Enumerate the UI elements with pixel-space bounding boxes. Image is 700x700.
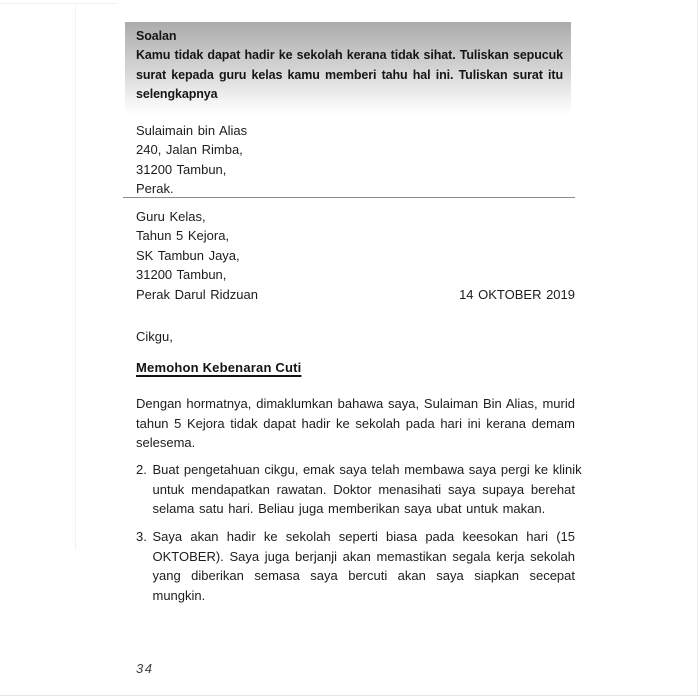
sender-name: Sulaimain bin Alias — [136, 123, 248, 138]
sender-address — [136, 121, 247, 199]
subject-line: Memohon Kebenaran Cuti — [136, 360, 302, 375]
paragraph-2-number: 2. — [136, 462, 147, 477]
paragraph-2-line: untuk mendapatkan rawatan. Doktor menasihati saya supaya berehat — [152, 481, 575, 497]
divider-line — [123, 197, 575, 198]
page-left-edge-hairline — [75, 5, 76, 550]
paragraph-1-line: tahun 5 Kejora tidak dapat hadir ke sekolah pada hari ini kerana demam — [136, 415, 575, 431]
paragraph-3 — [136, 527, 575, 605]
question-text-line: surat kepada guru kelas kamu memberi tahu hal ini. Tuliskan surat itu — [136, 67, 563, 82]
paragraph-3-number: 3. — [136, 529, 147, 544]
question-box — [125, 22, 571, 115]
paragraph-3-line: Saya akan hadir ke sekolah seperti biasa pada keesokan hari (15 — [152, 529, 575, 544]
paragraph-2-line: Buat pengetahuan cikgu, emak saya telah membawa saya pergi ke klinik — [152, 462, 582, 477]
letter-date: 14 OKTOBER 2019 — [459, 286, 575, 302]
sender-postcode-town: 31200 Tambun, — [136, 161, 227, 177]
recipient-address — [136, 207, 258, 304]
salutation: Cikgu, — [136, 329, 173, 344]
paragraph-2-text — [152, 460, 582, 519]
question-text-line: selengkapnya — [136, 87, 218, 102]
paragraph-3-text — [153, 527, 576, 605]
paragraph-2 — [136, 460, 582, 519]
recipient-state: Perak Darul Ridzuan — [136, 286, 258, 302]
paragraph-3-line: mungkin. — [152, 587, 206, 603]
page-number: 34 — [136, 661, 154, 676]
question-text-line: Kamu tidak dapat hadir ke sekolah kerana tidak sihat. Tuliskan sepucuk — [136, 48, 563, 63]
paragraph-1-line: selesema. — [136, 435, 196, 451]
recipient-school: SK Tambun Jaya, — [136, 247, 240, 263]
paragraph-1 — [136, 394, 575, 453]
page-right-edge-hairline — [697, 0, 698, 694]
paragraph-3-line: yang diberikan semasa saya bercuti akan saya siapkan secepat — [152, 568, 575, 584]
paragraph-2-line: selama satu hari. Beliau juga memberikan saya ubat untuk makan. — [152, 501, 546, 517]
recipient-class: Tahun 5 Kejora, — [136, 228, 230, 244]
paragraph-1-line: Dengan hormatnya, dimaklumkan bahawa saya, Sulaiman Bin Alias, murid — [136, 396, 575, 411]
question-label: Soalan — [136, 29, 177, 43]
sender-street: 240, Jalan Rimba, — [136, 142, 243, 158]
page-top-edge-hairline — [0, 3, 118, 4]
paragraph-3-line: OKTOBER). Saya juga berjanji akan memastikan segala kerja sekolah — [152, 548, 575, 564]
recipient-postcode-town: 31200 Tambun, — [136, 267, 227, 283]
recipient-title: Guru Kelas, — [136, 209, 206, 224]
sender-state: Perak. — [136, 181, 174, 197]
page-bottom-edge-hairline — [0, 695, 700, 696]
